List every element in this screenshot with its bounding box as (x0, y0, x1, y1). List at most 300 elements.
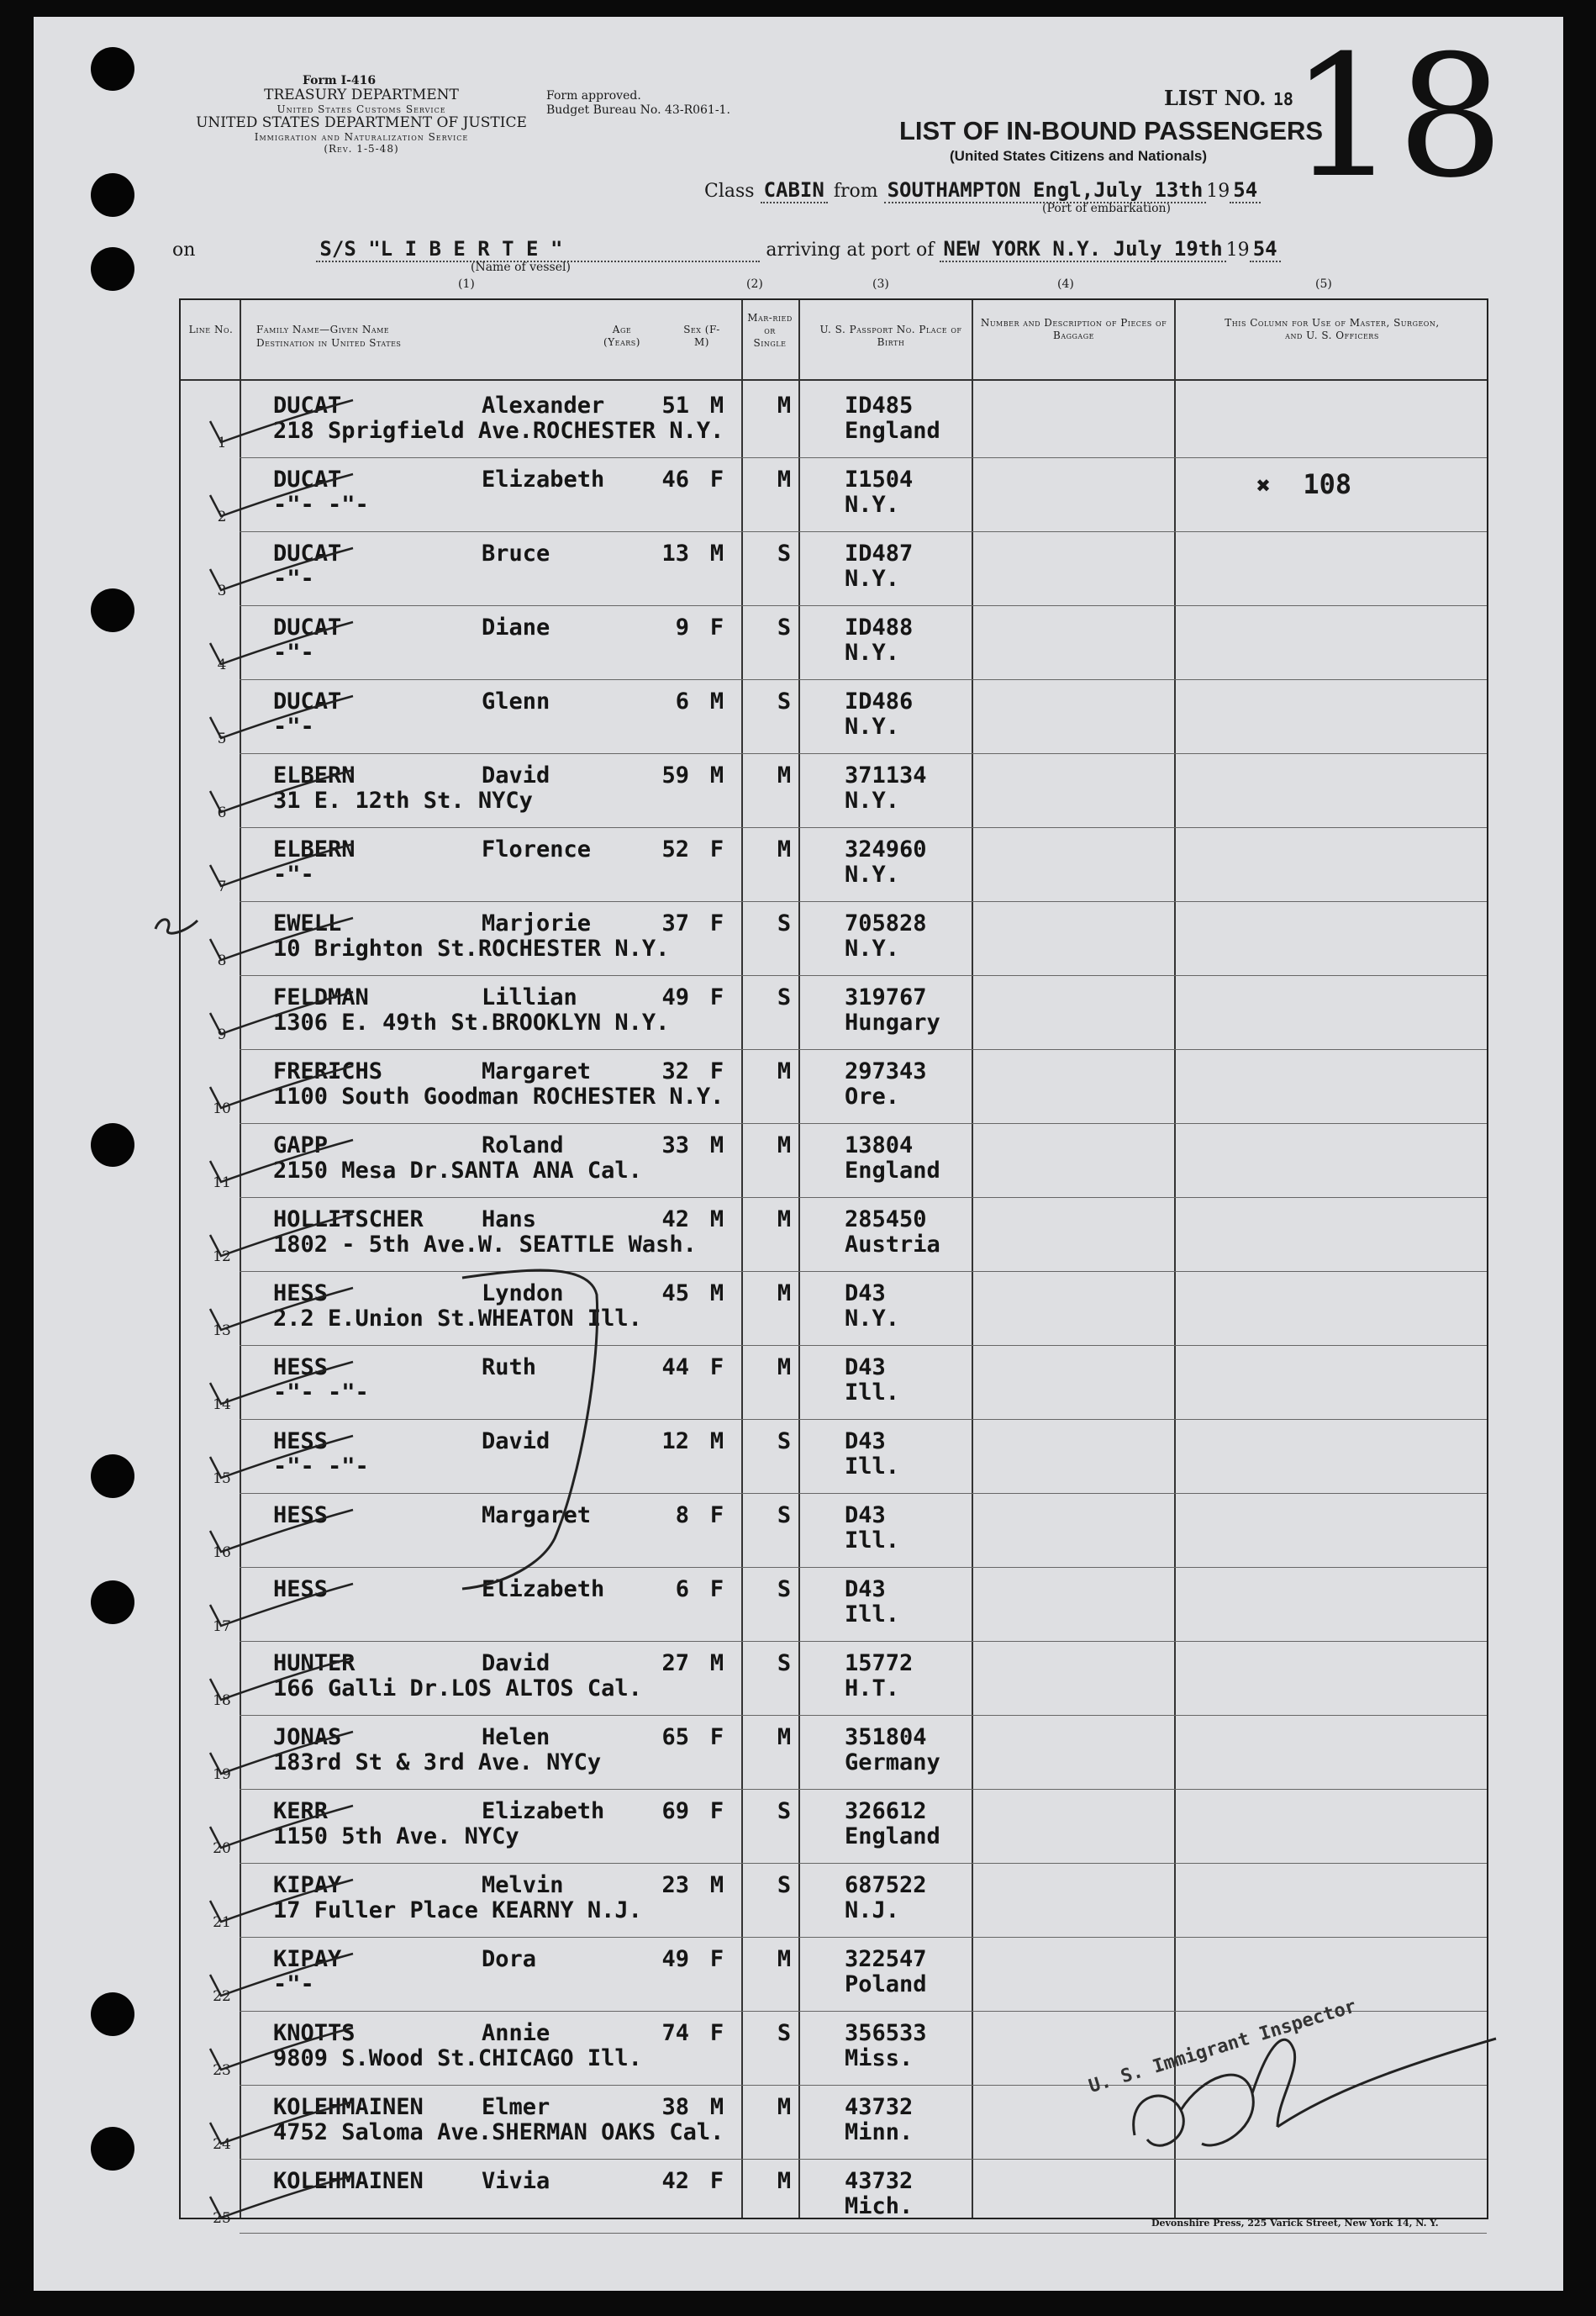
sex: M (709, 1428, 724, 1454)
line-number: 2 (217, 509, 227, 525)
family-name: HESS (273, 1502, 329, 1528)
given-name: Annie (482, 2020, 550, 2046)
marital-status: M (777, 1354, 792, 1380)
family-name: EWELL (273, 910, 342, 936)
given-name: Elizabeth (482, 1576, 605, 1602)
age: 8 (675, 1502, 689, 1528)
sex: M (709, 1280, 724, 1306)
destination: 166 Galli Dr.LOS ALTOS Cal. (273, 1675, 642, 1701)
table-row (181, 1272, 1487, 1346)
arrival-port-value: NEW YORK N.Y. July 19th (940, 237, 1225, 262)
handwritten-mark (151, 908, 202, 942)
table-row (181, 1568, 1487, 1642)
age: 59 (661, 762, 689, 789)
line-number: 8 (217, 952, 227, 969)
destination: 17 Fuller Place KEARNY N.J. (273, 1897, 642, 1923)
place-of-birth: Poland (845, 1971, 927, 1997)
passport-number: 687522 (845, 1872, 927, 1898)
table-row (181, 1420, 1487, 1494)
sex: F (709, 615, 724, 641)
family-name: KIPAY (273, 1946, 342, 1972)
passport-number: I1504 (845, 467, 914, 493)
header-officers: This Column for Use of Master, Surgeon, and U. S. Officers (1225, 317, 1440, 341)
passport-number: D43 (845, 1354, 886, 1380)
sex: M (709, 762, 724, 789)
check-mark (206, 1358, 357, 1408)
age: 49 (661, 1946, 689, 1972)
arrival-year-prefix: 19 (1225, 240, 1250, 261)
binder-hole (91, 47, 134, 91)
given-name: Roland (482, 1132, 564, 1158)
form-number: Form I-416 (303, 74, 377, 87)
official-note-mark: ✖ (1256, 472, 1271, 499)
place-of-birth: N.Y. (845, 936, 900, 962)
table-row (181, 976, 1487, 1050)
destination: 218 Sprigfield Ave.ROCHESTER N.Y. (273, 418, 724, 444)
given-name: Lillian (482, 984, 577, 1010)
check-mark (206, 1210, 357, 1260)
on-label: on (172, 240, 196, 261)
page-subtitle: (United States Citizens and Nationals) (950, 148, 1208, 164)
customs-service: United States Customs Service (277, 103, 446, 115)
age: 32 (661, 1058, 689, 1084)
sex: F (709, 2168, 724, 2194)
family-name: ELBERN (273, 836, 356, 863)
header-age: Age (Years) (603, 324, 640, 348)
sex: F (709, 836, 724, 863)
passport-number: 324960 (845, 836, 927, 863)
handwritten-list-number: 18 (1290, 19, 1504, 215)
sex: M (709, 1206, 724, 1232)
col-number-4: (4) (1057, 277, 1074, 291)
form-approved (546, 89, 730, 118)
passport-number: 356533 (845, 2020, 927, 2046)
binder-hole (91, 1580, 134, 1624)
binder-hole (91, 1992, 134, 2036)
given-name: David (482, 1650, 550, 1676)
passport-number: 351804 (845, 1724, 927, 1750)
passport-number: 322547 (845, 1946, 927, 1972)
destination: 2150 Mesa Dr.SANTA ANA Cal. (273, 1158, 642, 1184)
passport-number: 15772 (845, 1650, 914, 1676)
binder-hole (91, 2127, 134, 2171)
list-no-label: LIST NO. (1164, 86, 1267, 110)
destination: 183rd St & 3rd Ave. NYCy (273, 1749, 602, 1775)
sex: F (709, 910, 724, 936)
line-number: 25 (213, 2210, 231, 2227)
line-number: 19 (213, 1766, 231, 1783)
given-name: Elmer (482, 2094, 550, 2120)
vessel-name: S/S "L I B E R T E " (316, 237, 760, 262)
place-of-birth: England (845, 1823, 940, 1849)
given-name: Diane (482, 615, 550, 641)
given-name: Hans (482, 1206, 537, 1232)
line-number: 24 (213, 2136, 231, 2153)
table-row (181, 1124, 1487, 1198)
arriving-label: arriving at port of (766, 240, 935, 261)
marital-status: S (777, 541, 792, 567)
header-line-no: Line No. (188, 324, 234, 335)
place-of-birth: Ore. (845, 1084, 900, 1110)
place-of-birth: England (845, 1158, 940, 1184)
passport-number: 326612 (845, 1798, 927, 1824)
destination: -"- (273, 566, 314, 592)
passport-number: D43 (845, 1576, 886, 1602)
line-number: 20 (213, 1840, 231, 1857)
binder-hole (91, 588, 134, 632)
given-name: Dora (482, 1946, 537, 1972)
table-row (181, 754, 1487, 828)
place-of-birth: N.Y. (845, 492, 900, 518)
line-number: 16 (213, 1544, 231, 1561)
check-mark (206, 396, 357, 446)
passport-number: 319767 (845, 984, 927, 1010)
sex: F (709, 984, 724, 1010)
line-number: 5 (217, 731, 227, 747)
sex: F (709, 2020, 724, 2046)
vessel-line (172, 237, 1281, 262)
age: 52 (661, 836, 689, 863)
check-mark (206, 1506, 357, 1556)
marital-status: S (777, 688, 792, 715)
age: 12 (661, 1428, 689, 1454)
destination: 1150 5th Ave. NYCy (273, 1823, 519, 1849)
destination: -"- (273, 714, 314, 740)
passport-number: 43732 (845, 2168, 914, 2194)
marital-status: M (777, 762, 792, 789)
passport-number: ID485 (845, 393, 914, 419)
given-name: Vivia (482, 2168, 550, 2194)
line-number: 6 (217, 805, 227, 821)
sex: M (709, 541, 724, 567)
age: 13 (661, 541, 689, 567)
place-of-birth: H.T. (845, 1675, 900, 1701)
given-name: Glenn (482, 688, 550, 715)
table-row (181, 1050, 1487, 1124)
destination: 2.2 E.Union St.WHEATON Ill. (273, 1306, 642, 1332)
header-name-2: Destination in United States (256, 337, 402, 349)
destination: -"- -"- (273, 1380, 369, 1406)
sex: M (709, 2094, 724, 2120)
family-name: HOLLITSCHER (273, 1206, 424, 1232)
check-mark (206, 840, 357, 890)
list-no (1164, 86, 1293, 110)
place-of-birth: N.Y. (845, 640, 900, 666)
sex: F (709, 1502, 724, 1528)
age: 46 (661, 467, 689, 493)
destination: 1306 E. 49th St.BROOKLYN N.Y. (273, 1010, 670, 1036)
family-name: HESS (273, 1576, 329, 1602)
marital-status: M (777, 393, 792, 419)
from-year-suffix: 54 (1230, 178, 1261, 203)
divider (181, 379, 1487, 381)
marital-status: M (777, 1280, 792, 1306)
family-name: GAPP (273, 1132, 329, 1158)
passport-number: ID486 (845, 688, 914, 715)
check-mark (206, 914, 357, 964)
row-rule (240, 2233, 1487, 2234)
sex: M (709, 688, 724, 715)
age: 37 (661, 910, 689, 936)
destination: 9809 S.Wood St.CHICAGO Ill. (273, 2045, 642, 2071)
sex: F (709, 467, 724, 493)
check-mark (206, 2023, 357, 2074)
place-of-birth: Ill. (845, 1453, 900, 1480)
passport-number: 13804 (845, 1132, 914, 1158)
marital-status: S (777, 1798, 792, 1824)
place-of-birth: Miss. (845, 2045, 914, 2071)
marital-status: M (777, 2168, 792, 2194)
given-name: Helen (482, 1724, 550, 1750)
family-name: FELDMAN (273, 984, 369, 1010)
passport-number: D43 (845, 1428, 886, 1454)
age: 38 (661, 2094, 689, 2120)
table-row (181, 1716, 1487, 1790)
family-name: KOLEHMAINEN (273, 2168, 424, 2194)
age: 49 (661, 984, 689, 1010)
header-baggage: Number and Description of Pieces of Baggage (980, 317, 1167, 341)
dept-justice: UNITED STATES DEPARTMENT OF JUSTICE (196, 114, 527, 132)
place-of-birth: N.J. (845, 1897, 900, 1923)
family-name: HESS (273, 1280, 329, 1306)
family-name: DUCAT (273, 688, 342, 715)
sex: F (709, 1058, 724, 1084)
age: 45 (661, 1280, 689, 1306)
family-name: KERR (273, 1798, 329, 1824)
table-row (181, 1198, 1487, 1272)
given-name: Florence (482, 836, 592, 863)
line-number: 23 (213, 2062, 231, 2079)
header-sex: Sex (F-M) (683, 324, 720, 348)
official-note (1256, 468, 1351, 500)
marital-status: S (777, 1502, 792, 1528)
place-of-birth: Minn. (845, 2119, 914, 2145)
check-mark (206, 766, 357, 816)
check-mark (206, 470, 357, 520)
check-mark (206, 1432, 357, 1482)
age: 9 (675, 615, 689, 641)
destination: 4752 Saloma Ave.SHERMAN OAKS Cal. (273, 2119, 724, 2145)
sex: M (709, 1650, 724, 1676)
table-row (181, 1346, 1487, 1420)
given-name: Melvin (482, 1872, 564, 1898)
age: 23 (661, 1872, 689, 1898)
check-mark (206, 1875, 357, 1926)
check-mark (206, 544, 357, 594)
table-row (181, 1790, 1487, 1864)
marital-status: M (777, 1946, 792, 1972)
age: 42 (661, 1206, 689, 1232)
col-number-5: (5) (1315, 277, 1332, 291)
passport-number: ID488 (845, 615, 914, 641)
age: 42 (661, 2168, 689, 2194)
given-name: Elizabeth (482, 1798, 605, 1824)
family-name: KOLEHMAINEN (273, 2094, 424, 2120)
given-name: David (482, 762, 550, 789)
line-number: 1 (217, 435, 227, 451)
place-of-birth: Ill. (845, 1601, 900, 1628)
passport-number: D43 (845, 1502, 886, 1528)
marital-status: M (777, 1132, 792, 1158)
check-mark (206, 1580, 357, 1630)
line-number: 13 (213, 1322, 231, 1339)
line-number: 17 (213, 1618, 231, 1635)
family-name: KIPAY (273, 1872, 342, 1898)
check-mark (206, 1949, 357, 2000)
destination: -"- (273, 1971, 314, 1997)
passport-number: 371134 (845, 762, 927, 789)
table-row (181, 1642, 1487, 1716)
check-mark (206, 692, 357, 742)
line-number: 22 (213, 1988, 231, 2005)
line-number: 12 (213, 1248, 231, 1265)
given-name: Margaret (482, 1502, 592, 1528)
family-name: HESS (273, 1354, 329, 1380)
given-name: Margaret (482, 1058, 592, 1084)
destination: 1100 South Goodman ROCHESTER N.Y. (273, 1084, 724, 1110)
age: 6 (675, 1576, 689, 1602)
check-mark (206, 1062, 357, 1112)
table-row (181, 1864, 1487, 1938)
marital-status: M (777, 1724, 792, 1750)
family-name: DUCAT (273, 541, 342, 567)
marital-status: M (777, 2094, 792, 2120)
table-row (181, 902, 1487, 976)
place-of-birth: Mich. (845, 2193, 914, 2219)
check-mark (206, 1136, 357, 1186)
place-of-birth: N.Y. (845, 1306, 900, 1332)
destination: -"- -"- (273, 492, 369, 518)
destination: 31 E. 12th St. NYCy (273, 788, 533, 814)
age: 69 (661, 1798, 689, 1824)
sex: M (709, 1132, 724, 1158)
check-mark (206, 2097, 357, 2148)
from-label: from (833, 181, 878, 202)
line-number: 10 (213, 1100, 231, 1117)
family-name: DUCAT (273, 615, 342, 641)
col-number-3: (3) (872, 277, 889, 291)
from-year-prefix: 19 (1206, 181, 1230, 202)
binder-hole (91, 247, 134, 291)
given-name: Lyndon (482, 1280, 564, 1306)
header-passport: U. S. Passport No. Place of Birth (819, 324, 962, 348)
marital-status: S (777, 2020, 792, 2046)
place-of-birth: Hungary (845, 1010, 940, 1036)
age: 44 (661, 1354, 689, 1380)
line-number: 11 (213, 1174, 231, 1191)
family-name: JONAS (273, 1724, 342, 1750)
family-name: DUCAT (273, 467, 342, 493)
port-embarkation-label: (Port of embarkation) (1042, 202, 1171, 215)
inspector-stamp: U. S. Immigrant Inspector (1086, 1996, 1359, 2097)
destination: -"- (273, 862, 314, 888)
place-of-birth: Austria (845, 1232, 940, 1258)
line-number: 7 (217, 878, 227, 895)
form-info (168, 74, 555, 156)
given-name: Bruce (482, 541, 550, 567)
table-row (181, 384, 1487, 458)
family-name: KNOTTS (273, 2020, 356, 2046)
sex: M (709, 1872, 724, 1898)
col-number-1: (1) (458, 277, 475, 291)
given-name: David (482, 1428, 550, 1454)
family-name: ELBERN (273, 762, 356, 789)
age: 51 (661, 393, 689, 419)
official-note-value: 108 (1303, 468, 1352, 500)
marital-status: S (777, 1576, 792, 1602)
passport-number: 297343 (845, 1058, 927, 1084)
place-of-birth: N.Y. (845, 788, 900, 814)
marital-status: S (777, 1872, 792, 1898)
line-number: 21 (213, 1914, 231, 1931)
line-number: 18 (213, 1692, 231, 1709)
sex: M (709, 393, 724, 419)
place-of-birth: England (845, 418, 940, 444)
marital-status: M (777, 1058, 792, 1084)
passport-number: D43 (845, 1280, 886, 1306)
line-number: 14 (213, 1396, 231, 1413)
dept-treasury: TREASURY DEPARTMENT (264, 87, 459, 104)
place-of-birth: Ill. (845, 1380, 900, 1406)
family-name: FRERICHS (273, 1058, 383, 1084)
place-of-birth: N.Y. (845, 566, 900, 592)
table-row (181, 606, 1487, 680)
marital-status: S (777, 615, 792, 641)
marital-status: S (777, 984, 792, 1010)
destination: 1802 - 5th Ave.W. SEATTLE Wash. (273, 1232, 697, 1258)
check-mark (206, 618, 357, 668)
age: 6 (675, 688, 689, 715)
place-of-birth: Ill. (845, 1527, 900, 1554)
destination: -"- -"- (273, 1453, 369, 1480)
given-name: Ruth (482, 1354, 537, 1380)
check-mark (206, 1728, 357, 1778)
family-name: HESS (273, 1428, 329, 1454)
age: 27 (661, 1650, 689, 1676)
arrival-year-suffix: 54 (1250, 237, 1281, 262)
marital-status: S (777, 910, 792, 936)
form-approved-text: Form approved. (546, 89, 641, 103)
header-married: Mar-ried or Single (747, 312, 793, 349)
place-of-birth: N.Y. (845, 862, 900, 888)
place-of-birth: Germany (845, 1749, 940, 1775)
revision: (Rev. 1-5-48) (324, 142, 399, 155)
table-row (181, 532, 1487, 606)
line-number: 15 (213, 1470, 231, 1487)
marital-status: M (777, 1206, 792, 1232)
embarkation-value: SOUTHAMPTON Engl,July 13th (884, 178, 1207, 203)
passport-number: ID487 (845, 541, 914, 567)
printer-credit: Devonshire Press, 225 Varick Street, New York 14, N. Y. (1151, 2218, 1439, 2229)
ins-service: Immigration and Naturalization Service (254, 130, 469, 143)
marital-status: M (777, 467, 792, 493)
check-mark (206, 2171, 357, 2222)
passport-number: 285450 (845, 1206, 927, 1232)
marital-status: S (777, 1650, 792, 1676)
sex: F (709, 1946, 724, 1972)
line-number: 9 (217, 1026, 227, 1043)
marital-status: S (777, 1428, 792, 1454)
sex: F (709, 1798, 724, 1824)
col-number-2: (2) (746, 277, 763, 291)
binder-hole (91, 1123, 134, 1167)
class-value: CABIN (761, 178, 828, 203)
sex: F (709, 1354, 724, 1380)
binder-hole (91, 173, 134, 217)
given-name: Marjorie (482, 910, 592, 936)
sex: F (709, 1576, 724, 1602)
given-name: Alexander (482, 393, 605, 419)
